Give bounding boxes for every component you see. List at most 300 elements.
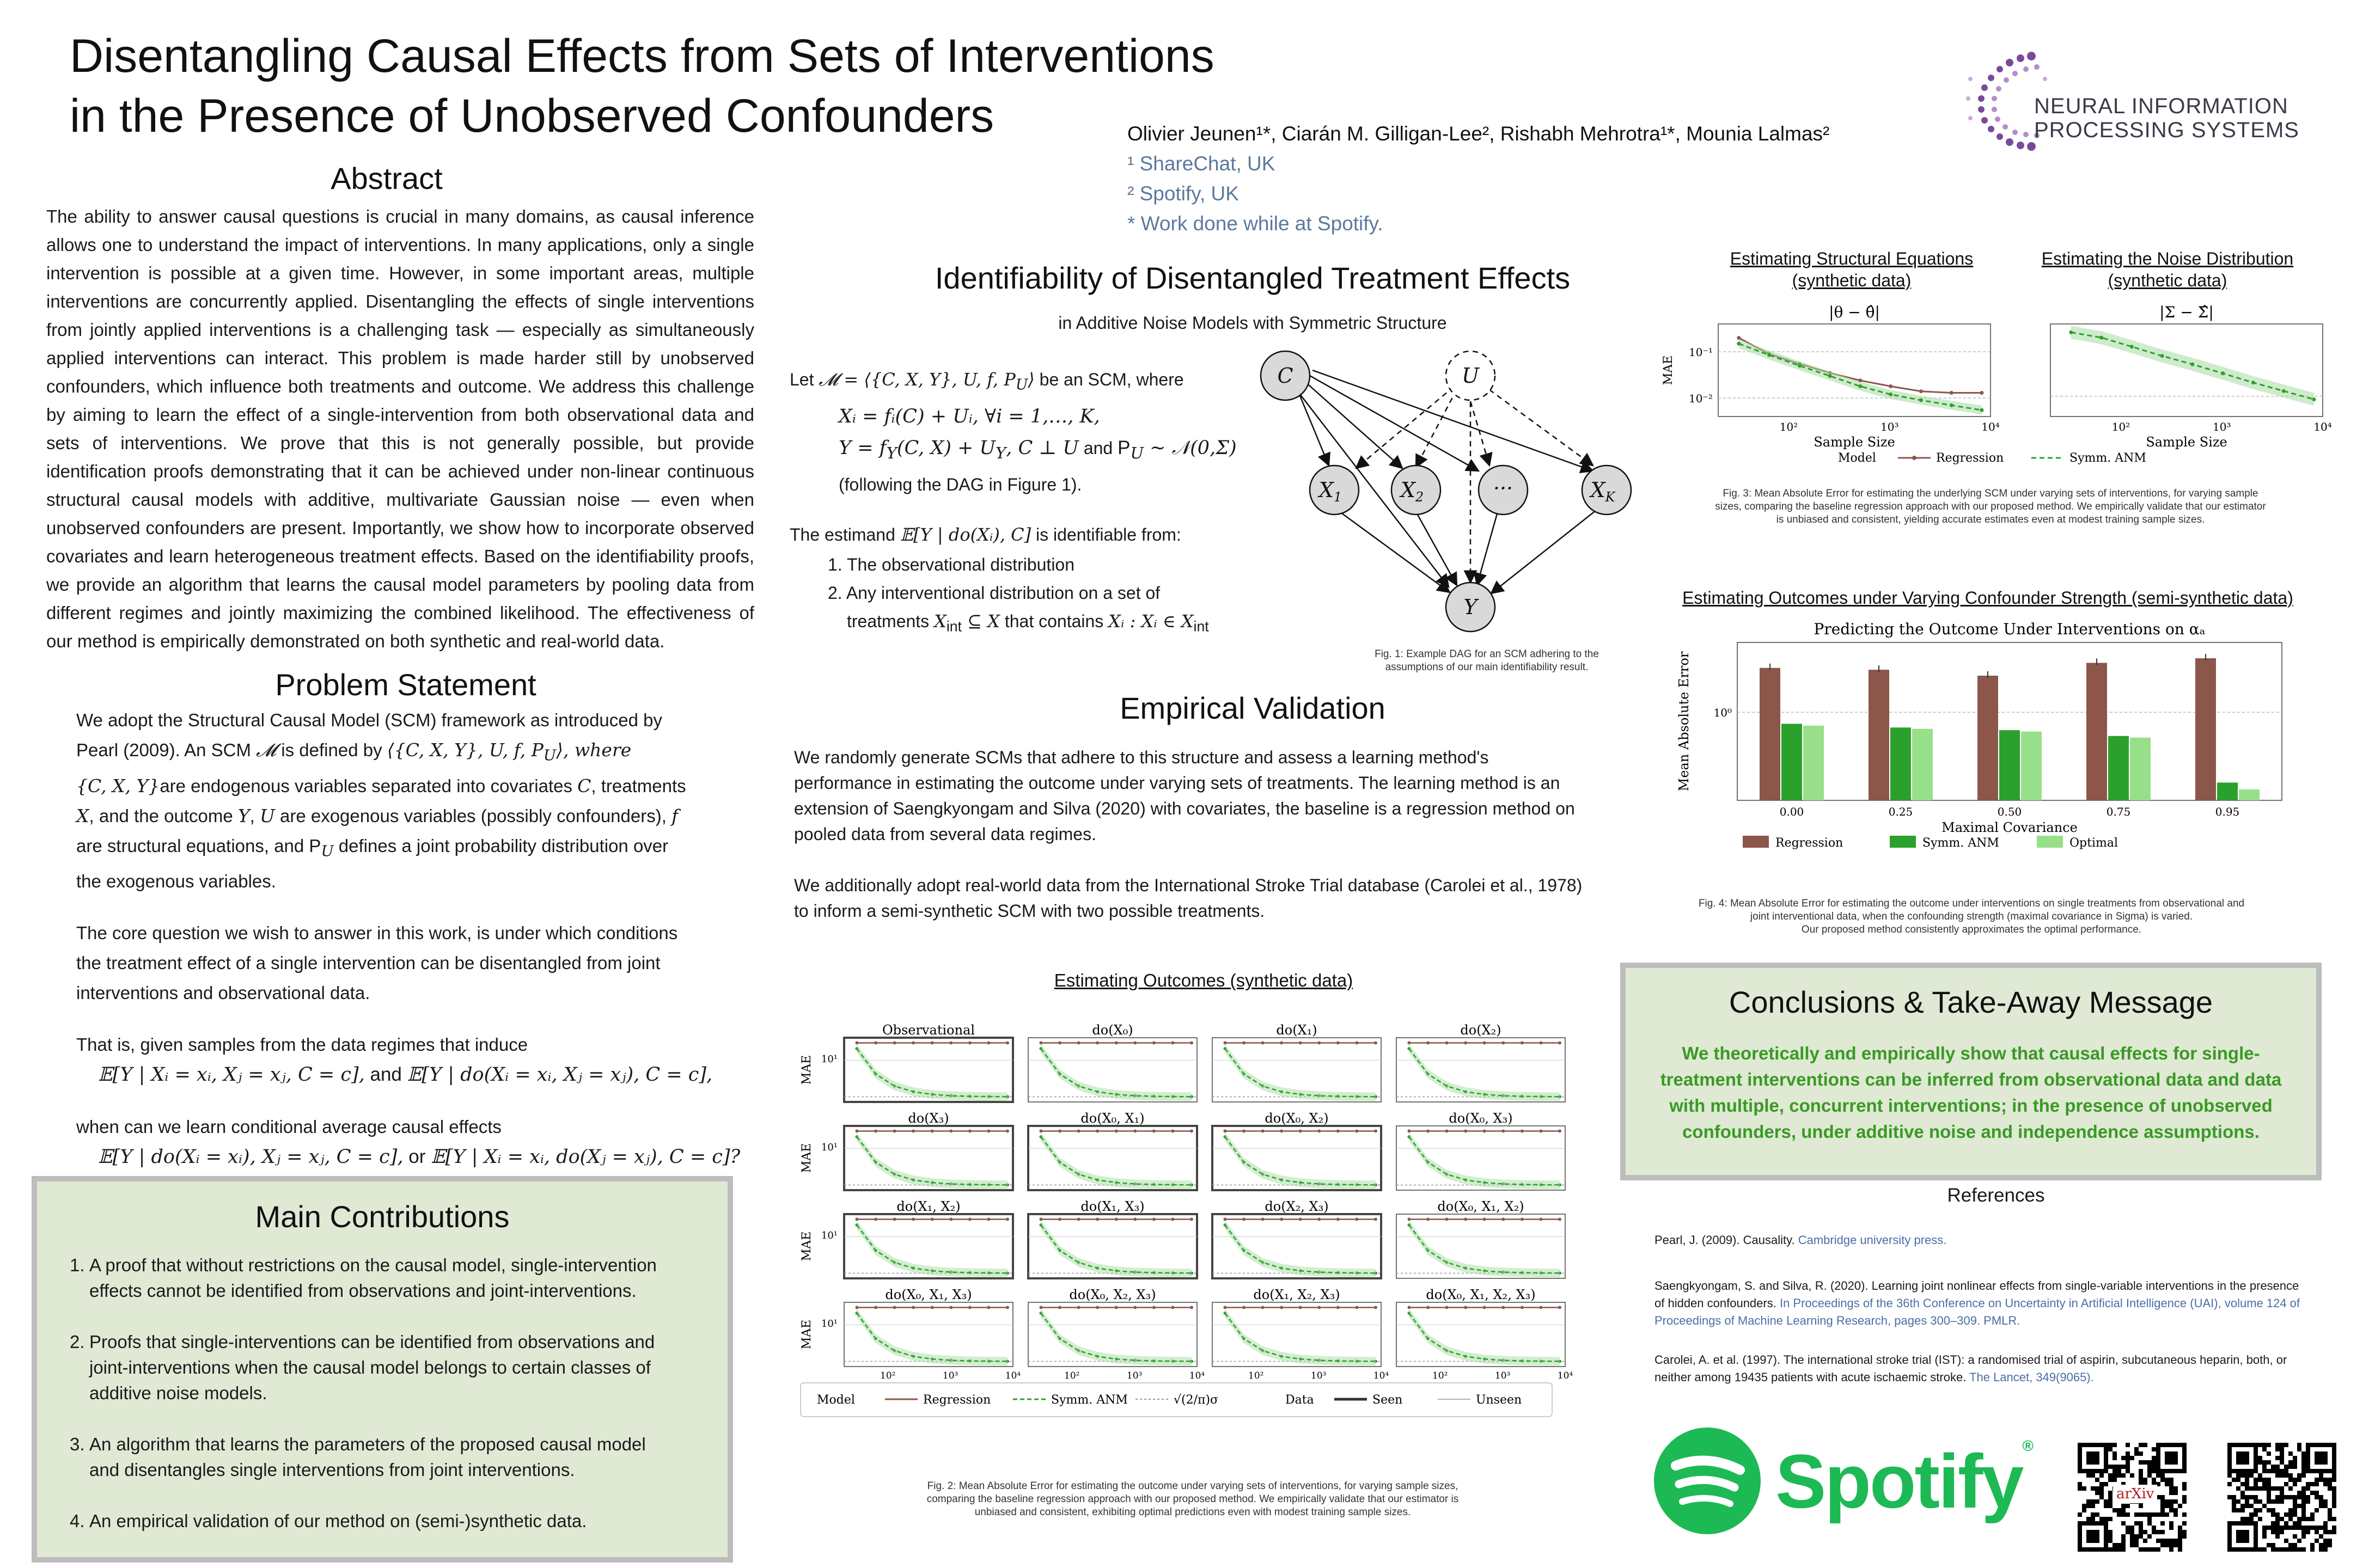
qr-module [2165, 1539, 2169, 1543]
qr-module [2258, 1508, 2262, 1512]
qr-module [2284, 1443, 2288, 1447]
conclusion-heading: Conclusions & Take-Away Message [1729, 985, 2213, 1019]
qr-module [2267, 1543, 2271, 1547]
qr-module [2108, 1539, 2112, 1543]
problem-line-2-e: ⟩, where [556, 739, 632, 761]
qr-module [2126, 1451, 2130, 1456]
dag-xk-main: X [1590, 478, 1605, 502]
qr-module [2169, 1539, 2173, 1543]
fig1-caption-l1: Fig. 1: Example DAG for an SCM adhering to the [1375, 648, 1599, 660]
qr-module [2288, 1465, 2293, 1469]
qr-module [2328, 1508, 2332, 1512]
qr-module [2267, 1443, 2271, 1447]
abstract-text: The ability to answer causal questions is crucial in many domains, as causal inference allows one to understand the impact of interventions. In many applications, only a single intervention is possible at a given time. However, in some important areas, multiple interventions are concurrently applied. Disentangling the effects of single interventions from jointly applied interventions is a challenging task — especially as simultaneously applied interventions can interact. This problem is made harder still by unobserved confounders, which influence both treatments and outcome. We address this challenge by aiming to learn the effect of a single-intervention from both observational data and sets of interventions. We prove that this is not generally possible, but provide identification proofs demonstrating that it can be achieved under non-linear continuous structural causal models with additive, multivariate Gaussian noise — even when unobserved confounders are present. Importantly, we show how to incorporate observed covariates and learn heterogeneous treatment effects. Based on the identifiability proofs, we provide an algorithm that learns the causal model parameters by pooling data from different regimes and jointly maximizing the combined likelihood. The effectiveness of our method is empirically demonstrated on both synthetic and real-world data. [46, 206, 754, 651]
qr-module [2293, 1547, 2297, 1552]
qr-module [2112, 1469, 2117, 1473]
fig2-panel-title: do(X₀) [1092, 1022, 1133, 1038]
qr-module [2262, 1504, 2267, 1508]
fig4-bar [1912, 729, 1933, 800]
qr-module [2288, 1495, 2293, 1499]
qr-module [2293, 1465, 2297, 1469]
problem-heading: Problem Statement [275, 667, 536, 702]
contribution-text [89, 1252, 657, 1303]
qr-module [2301, 1526, 2306, 1530]
qr-module [2232, 1508, 2236, 1512]
qr-module [2134, 1543, 2139, 1547]
fig3-anm-point [2312, 397, 2316, 401]
qr-module [2152, 1447, 2156, 1451]
eq-y-sub: Y [886, 444, 897, 463]
qr-module [2152, 1478, 2156, 1482]
qr-module [2182, 1482, 2187, 1486]
qr-module [2173, 1512, 2178, 1517]
qr-module [2271, 1526, 2275, 1530]
qr-module [2288, 1460, 2293, 1465]
qr-module [2178, 1504, 2182, 1508]
fig4-bar [2217, 782, 2238, 800]
qr-module [2099, 1491, 2104, 1495]
qr-module [2297, 1526, 2301, 1530]
ref2-text: Saengkyongam, S. and Silva, R. (2020). Learning joint nonlinear effects from single-variable interventions in the presence of hidden confounders. [1654, 1279, 2299, 1310]
contribution-num: 2. [70, 1332, 85, 1352]
fig4-bar [1977, 676, 1998, 800]
fig3-ytick: 10⁻² [1688, 392, 1713, 406]
ref2-link[interactable]: In Proceedings of the 36th Conference on Uncertainty in Artificial Intelligence (UAI), volume 124 of Proceedings of Machine Learning Research, pages 300–309. PMLR. [1654, 1296, 2300, 1327]
contribution-item [70, 1508, 712, 1534]
contribution-text [89, 1431, 646, 1483]
qr-module [2121, 1534, 2126, 1539]
qr-module [2288, 1486, 2293, 1491]
qr-module [2319, 1478, 2323, 1482]
qr-module [2139, 1526, 2143, 1530]
qr-module [2095, 1512, 2099, 1517]
fig4-bar [2021, 732, 2042, 800]
qr-module [2152, 1469, 2156, 1473]
qr-finder-inner [2236, 1451, 2249, 1465]
qr-module [2267, 1526, 2271, 1530]
qr-module [2169, 1508, 2173, 1512]
qr-module [2147, 1534, 2152, 1539]
qr-module [2232, 1499, 2236, 1504]
qr-module [2249, 1473, 2254, 1478]
qr-module [2315, 1539, 2319, 1543]
qr-module [2262, 1447, 2267, 1451]
qr-module [2332, 1504, 2336, 1508]
qr-module [2288, 1478, 2293, 1482]
qr-module [2258, 1499, 2262, 1504]
contribution-l2: effects cannot be identified from observations and joint-interventions. [89, 1281, 637, 1301]
qr-module [2280, 1460, 2284, 1465]
qr-module [2275, 1526, 2280, 1530]
qr-module [2082, 1486, 2086, 1491]
let-math: 𝓜 = ⟨{C, X, Y}, U, f, P [819, 369, 1016, 390]
qr-module [2332, 1499, 2336, 1504]
item3-post: that contains [999, 611, 1109, 632]
fig3-anm-point [1767, 353, 1771, 357]
contribution-l2: and disentangles single interventions from joint interventions. [89, 1460, 575, 1480]
qr-module [2271, 1512, 2275, 1517]
qr-module [2328, 1539, 2332, 1543]
qr-module [2271, 1547, 2275, 1552]
qr-module [2284, 1512, 2288, 1517]
qr-module [2126, 1456, 2130, 1460]
fig3-legend-model: Model [1838, 451, 1876, 465]
contribution-l2: joint-interventions when the causal model belongs to certain classes of [89, 1357, 651, 1377]
qr-module [2160, 1478, 2165, 1482]
qr-module [2112, 1443, 2117, 1447]
qr-module [2315, 1508, 2319, 1512]
qr-module [2301, 1491, 2306, 1495]
fig3-left-title-l2: (synthetic data) [1792, 271, 1912, 290]
qr-module [2169, 1482, 2173, 1486]
fig3-xtick: 10² [1779, 420, 1798, 433]
qr-module [2301, 1495, 2306, 1499]
qr-module [2328, 1486, 2332, 1491]
problem-line-4-m4: f [671, 805, 679, 826]
qr-module [2275, 1534, 2280, 1539]
qr-module [2178, 1526, 2182, 1530]
qr-module [2139, 1443, 2143, 1447]
references-heading: References [1947, 1185, 2045, 1206]
fig3-caption-l1: Fig. 3: Mean Absolute Error for estimating the underlying SCM under varying sets of interventions, for varying sample [1723, 488, 2258, 499]
qr-module [2319, 1547, 2323, 1552]
fig3-anm-point [1950, 403, 1953, 407]
qr-module [2095, 1486, 2099, 1491]
qr-module [2310, 1517, 2315, 1521]
qr-module [2160, 1539, 2165, 1543]
qr-module [2280, 1491, 2284, 1495]
fig3-caption-l2: sizes, comparing the baseline regression approach with our proposed method. We empirically validate that our estimator [1715, 501, 2266, 512]
ref1-text: Pearl, J. (2009). Causality. [1654, 1233, 1798, 1247]
qr-module [2275, 1443, 2280, 1447]
qr-module [2332, 1530, 2336, 1534]
qr-module [2139, 1460, 2143, 1465]
problem-line-4-t3: are exogenous variables (possibly confounders), [274, 805, 672, 826]
qr-finder-inner [2165, 1451, 2178, 1465]
qr-module [2232, 1495, 2236, 1499]
fig2-xtick: 10⁴ [1189, 1370, 1205, 1381]
qr-module [2108, 1495, 2112, 1499]
identifiability-heading: Identifiability of Disentangled Treatment Effects [935, 261, 1571, 295]
qr-module [2301, 1499, 2306, 1504]
fig2-caption-l1: Fig. 2: Mean Absolute Error for estimating the outcome under varying sets of interventions, for varying sample sizes, [927, 1480, 1458, 1492]
qr-module [2236, 1499, 2240, 1504]
fig3-left-title-l1: Estimating Structural Equations [1730, 249, 1974, 268]
abstract-heading: Abstract [331, 161, 443, 195]
qr-module [2262, 1486, 2267, 1491]
fig2-panel-title: do(X₂) [1460, 1022, 1501, 1038]
qr-module [2280, 1456, 2284, 1460]
fig3-caption-l3: is unbiased and consistent, yielding accurate estimates even at modest training sample sizes. [1776, 514, 2205, 525]
qr-module [2182, 1530, 2187, 1534]
let-pre: Let [790, 370, 819, 389]
ref1-link[interactable]: Cambridge university press. [1798, 1233, 1947, 1247]
qr-module [2249, 1495, 2254, 1499]
problem-line-4-m2: Y [237, 805, 250, 826]
qr-module [2108, 1473, 2112, 1478]
qr-module [2091, 1512, 2095, 1517]
fig2-title: Estimating Outcomes (synthetic data) [1054, 970, 1353, 990]
qr-module [2249, 1512, 2254, 1517]
spotify-text: Spotify [1775, 1438, 2023, 1524]
fig4-legend-optimal: Optimal [2069, 836, 2118, 850]
item3-sub: int [946, 618, 962, 635]
qr-module [2147, 1512, 2152, 1517]
estimand-pre: The estimand [790, 525, 900, 545]
fig3-right-title [2026, 248, 2309, 291]
qr-module [2173, 1508, 2178, 1512]
fig3-regression-point [1950, 391, 1953, 395]
qr-module [2091, 1473, 2095, 1478]
qr-module [2130, 1534, 2134, 1539]
fig2-legend-data: Data [1285, 1393, 1314, 1407]
fig2-xtick: 10⁴ [1557, 1370, 1573, 1381]
fig2-panel-title: do(X₀, X₁) [1080, 1111, 1145, 1126]
qr-module [2262, 1465, 2267, 1469]
qr-module [2152, 1526, 2156, 1530]
fig4-xtick: 0.25 [1888, 805, 1913, 818]
eq-p-sub: U [1130, 444, 1144, 463]
qr-module [2143, 1460, 2147, 1465]
qr-module [2156, 1512, 2160, 1517]
qr-module [2254, 1512, 2258, 1517]
qr-module [2117, 1465, 2121, 1469]
problem-line-2-a: Pearl (2009). An SCM [76, 740, 257, 760]
fig3-legend-anm: Symm. ANM [2069, 451, 2146, 465]
fig1-caption-l2: assumptions of our main identifiability result. [1385, 661, 1589, 673]
qr-module [2182, 1499, 2187, 1504]
qr-module [2173, 1499, 2178, 1504]
fig2-xtick: 10² [1248, 1370, 1264, 1381]
title-line-1: Disentangling Causal Effects from Sets of Interventions [70, 30, 1214, 82]
fig2-panel-title: do(X₀, X₁, X₃) [885, 1287, 972, 1302]
qr-module [2301, 1547, 2306, 1552]
qr-module [2328, 1478, 2332, 1482]
affiliation-3: * Work done while at Spotify. [1127, 212, 1383, 235]
qr-module [2108, 1447, 2112, 1451]
qr-module [2169, 1499, 2173, 1504]
qr-module [2130, 1530, 2134, 1534]
qr-module [2178, 1534, 2182, 1539]
qr-module [2134, 1447, 2139, 1451]
qr-module [2240, 1508, 2245, 1512]
qr-module [2245, 1482, 2249, 1486]
qr-module [2301, 1530, 2306, 1534]
qr-module [2099, 1495, 2104, 1499]
contribution-l1: A proof that without restrictions on the causal model, single-intervention [89, 1255, 657, 1275]
qr-module [2082, 1508, 2086, 1512]
qr-module [2099, 1473, 2104, 1478]
eq-p2: ~ 𝒩(0,Σ) [1144, 437, 1237, 460]
fig4-bar [1869, 670, 1889, 800]
qr-module [2267, 1482, 2271, 1486]
qr-module [2245, 1499, 2249, 1504]
qr-module [2319, 1499, 2323, 1504]
fig4-ytick: 10⁰ [1713, 706, 1732, 720]
qr-module [2280, 1447, 2284, 1451]
qr-module [2182, 1534, 2187, 1539]
fig3-panel-subtitle: |θ − θ̂| [1829, 303, 1880, 321]
fig3-left-title [1715, 248, 1988, 291]
qr-module [2271, 1530, 2275, 1534]
qr-module [2240, 1473, 2245, 1478]
qr-module [2280, 1526, 2284, 1530]
fig4-xtick: 0.95 [2215, 805, 2240, 818]
contributions-list [70, 1252, 712, 1534]
dag-edges-u [1356, 384, 1593, 583]
spotify-reg: ® [2022, 1437, 2032, 1454]
qr-module [2332, 1478, 2336, 1482]
qr-module [2160, 1530, 2165, 1534]
qr-module [2293, 1521, 2297, 1526]
qr-module [2275, 1473, 2280, 1478]
qr-module [2254, 1499, 2258, 1504]
item3-sub2: int [1193, 618, 1209, 635]
qr-module [2117, 1512, 2121, 1517]
dag-x1-main: X [1318, 478, 1334, 502]
qr-module [2134, 1451, 2139, 1456]
qr-module [2147, 1469, 2152, 1473]
scm-dag-note: (following the DAG in Figure 1). [839, 475, 1082, 495]
dag-xk-sub: K [1605, 489, 1615, 505]
qr-module [2297, 1443, 2301, 1447]
fig2-panel-title: Observational [882, 1022, 975, 1038]
qr-module [2240, 1491, 2245, 1495]
fig2-panel-title: do(X₀, X₃) [1449, 1111, 1513, 1126]
qr-module [2095, 1478, 2099, 1482]
fig2-caption-l3: unbiased and consistent, exhibiting optimal predictions even with modest training sample sizes. [974, 1506, 1411, 1518]
qr-module [2258, 1443, 2262, 1447]
qr-module [2232, 1478, 2236, 1482]
qr-module [2095, 1491, 2099, 1495]
eq1a: 𝔼[Y | Xᵢ = xᵢ, Xⱼ = xⱼ, C = c], [98, 1064, 365, 1086]
qr-module [2169, 1521, 2173, 1526]
problem-line-5-m: P [309, 835, 321, 856]
qr-module [2284, 1495, 2288, 1499]
estimand-item-1: 1. The observational distribution [828, 555, 1075, 575]
qr-module [2315, 1482, 2319, 1486]
qr-module [2134, 1539, 2139, 1543]
reference-2 [1654, 1277, 2303, 1330]
qr-module [2086, 1517, 2091, 1521]
qr-module [2323, 1504, 2328, 1508]
qr-module [2275, 1517, 2280, 1521]
qr-module [2288, 1547, 2293, 1552]
qr-module [2301, 1473, 2306, 1478]
qr-module [2332, 1526, 2336, 1530]
empirical-p2: We additionally adopt real-world data from the International Stroke Trial database (Carolei et al., 1978) to inform a semi-synthetic SCM with two possible treatments. [794, 875, 1583, 921]
causal-dag [1253, 338, 1656, 642]
scm-let-line [790, 364, 1237, 401]
fig4-caption-l2: joint interventional data, when the confounding strength (maximal covariance in Sigma) is varied. [1750, 911, 2193, 922]
qr-module [2293, 1526, 2297, 1530]
qr-module [2139, 1469, 2143, 1473]
fig3-xtick: 10³ [1880, 420, 1899, 433]
qr-module [2275, 1495, 2280, 1499]
problem-statement [76, 705, 762, 1172]
item3-math: X [934, 611, 947, 632]
fig3-xtick: 10³ [2213, 420, 2231, 433]
qr-module [2099, 1517, 2104, 1521]
qr-module [2297, 1504, 2301, 1508]
fig4-heading: Estimating Outcomes under Varying Confounder Strength (semi-synthetic data) [1682, 588, 2293, 608]
qr-module [2117, 1547, 2121, 1552]
qr-module [2267, 1469, 2271, 1473]
fig4-caption [1645, 897, 2298, 936]
ref3-link[interactable]: The Lancet, 349(9065). [1969, 1370, 2094, 1384]
fig3-ylabel: MAE [1662, 355, 1675, 385]
fig3-anm-point [2221, 371, 2225, 375]
fig3-anm-point [2190, 363, 2194, 366]
fig3-xtick: 10⁴ [1981, 420, 2000, 433]
qr-module [2169, 1504, 2173, 1508]
eq-y: Y = f [839, 437, 887, 460]
fig3-right-title-l2: (synthetic data) [2108, 271, 2227, 290]
qr-module [2143, 1539, 2147, 1543]
problem-line-2 [76, 735, 762, 771]
qr-module [2108, 1517, 2112, 1521]
qr-code-github[interactable] [2227, 1443, 2336, 1552]
problem-equation-2 [76, 1142, 762, 1172]
qr-module [2143, 1478, 2147, 1482]
qr-module [2262, 1478, 2267, 1482]
fig4-bar [1999, 730, 2020, 800]
contribution-item [70, 1431, 712, 1483]
qr-module [2301, 1451, 2306, 1456]
qr-module [2275, 1469, 2280, 1473]
qr-module [2297, 1495, 2301, 1499]
dag-label-u: U [1461, 364, 1480, 388]
qr-module [2315, 1530, 2319, 1534]
authors: Olivier Jeunen¹*, Ciarán M. Gilligan-Lee², Rishabh Mehrotra¹*, Mounia Lalmas² [1127, 122, 1830, 145]
problem-line-2-m: 𝓜 [256, 739, 277, 761]
qr-module [2297, 1521, 2301, 1526]
estimand-post: is identifiable from: [1031, 525, 1181, 545]
qr-module [2152, 1530, 2156, 1534]
qr-module [2319, 1504, 2323, 1508]
qr-module [2254, 1486, 2258, 1491]
fig4-xlabel: Maximal Covariance [1941, 820, 2078, 835]
qr-module [2284, 1521, 2288, 1526]
qr-module [2262, 1443, 2267, 1447]
qr-module [2284, 1526, 2288, 1530]
qr-module [2227, 1495, 2232, 1499]
qr-module [2293, 1508, 2297, 1512]
qr-module [2293, 1460, 2297, 1465]
fig3-right-title-l1: Estimating the Noise Distribution [2041, 249, 2294, 268]
fig4-caption-l3: Our proposed method consistently approximates the optimal performance. [1801, 924, 2142, 935]
qr-finder-inner [2315, 1451, 2328, 1465]
fig2-panel-title: do(X₁, X₂, X₃) [1253, 1287, 1340, 1302]
fig2-ytick: 10¹ [821, 1318, 838, 1330]
qr-module [2156, 1473, 2160, 1478]
scm-eq-y [790, 432, 1237, 469]
qr-module [2280, 1547, 2284, 1552]
qr-module [2078, 1512, 2082, 1517]
fig2-xtick: 10³ [942, 1370, 958, 1381]
qr-module [2306, 1517, 2310, 1521]
fig3-anm-point [1980, 408, 1983, 412]
qr-module [2284, 1469, 2288, 1473]
fig2-panel-title: do(X₁) [1276, 1022, 1317, 1038]
spotify-logo [1653, 1426, 2045, 1535]
qr-module [2332, 1517, 2336, 1521]
qr-module [2236, 1508, 2240, 1512]
conclusion-text: We theoretically and empirically show that causal effects for single-treatment interventions can be inferred from observational data and data with multiple, concurrent interventions; in the presence of unobserved confounders, under additive noise and independence assumptions. [1660, 1043, 2282, 1142]
qr-module [2254, 1495, 2258, 1499]
eq1and: and [364, 1064, 407, 1086]
qr-module [2182, 1512, 2187, 1517]
